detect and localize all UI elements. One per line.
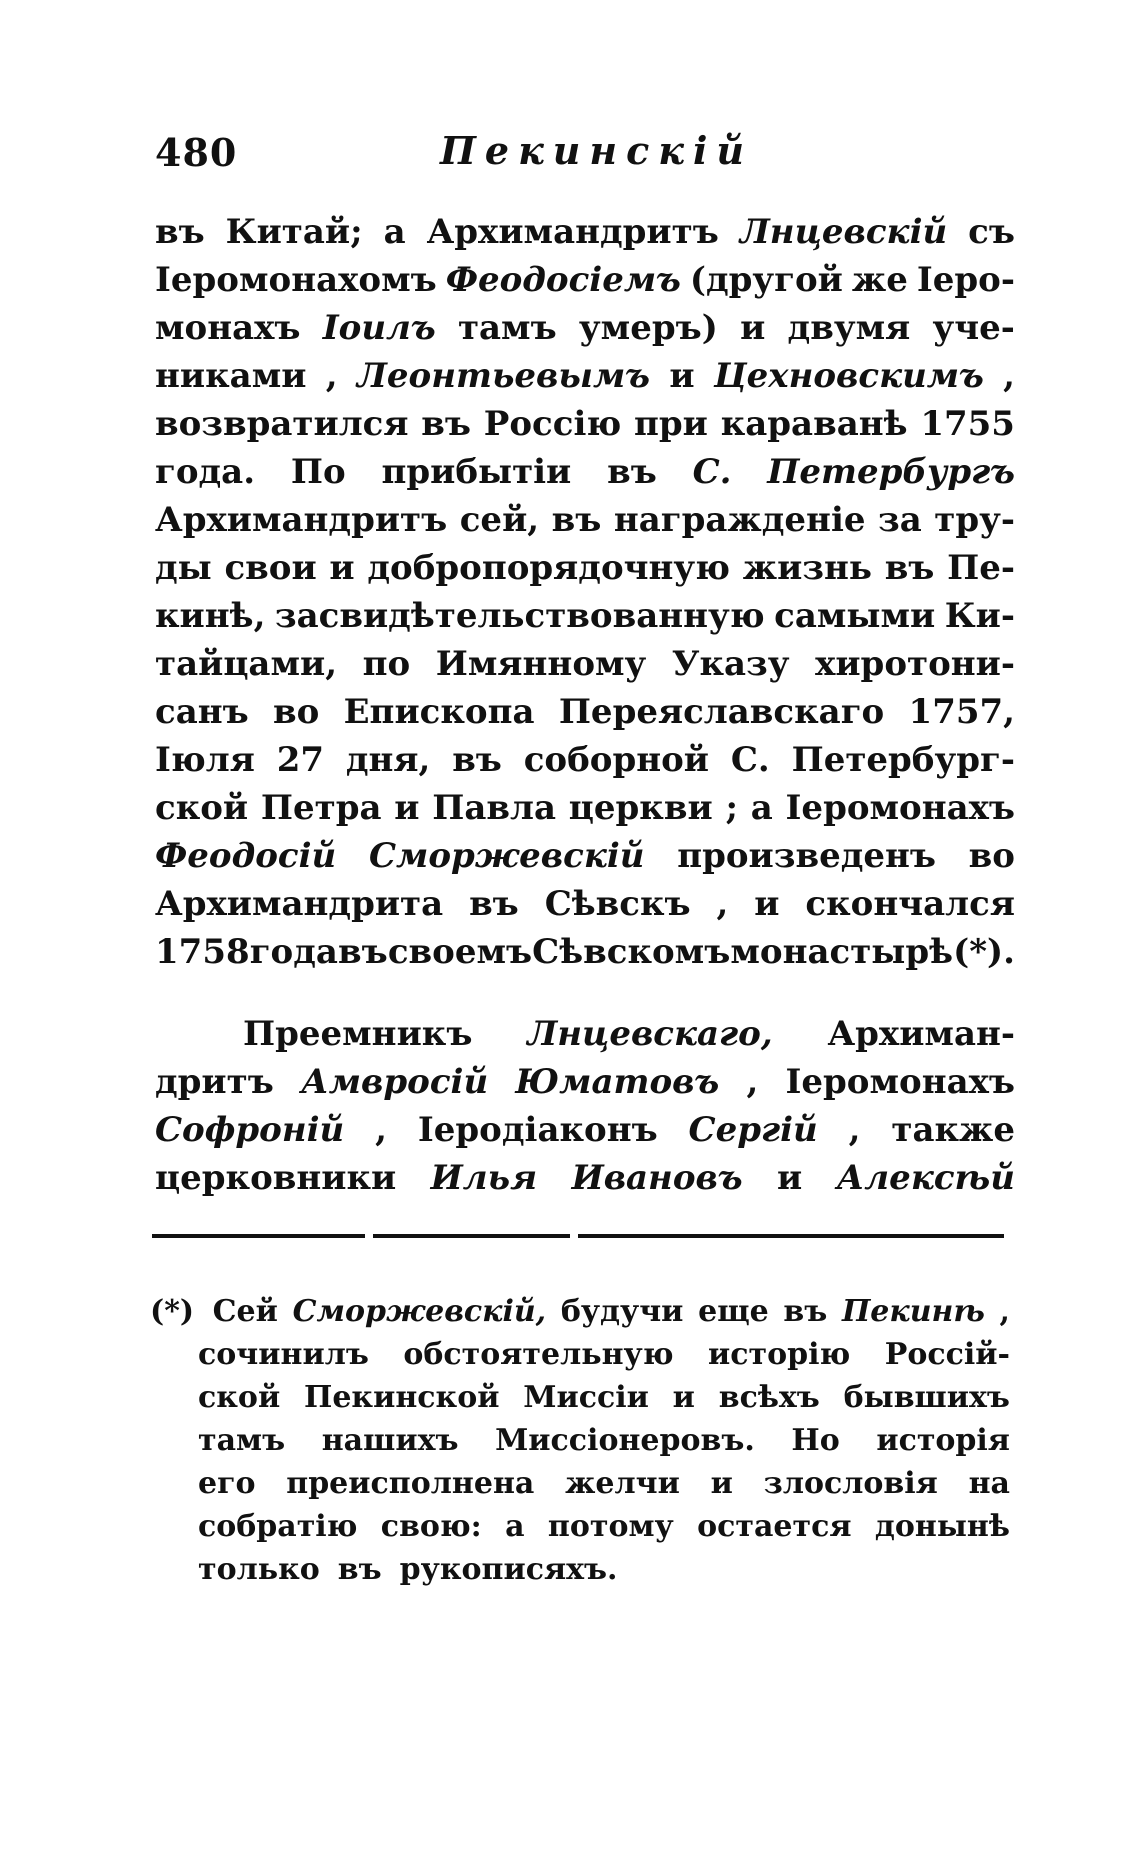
word: награжденіе	[613, 500, 866, 540]
word: дня,	[345, 740, 431, 780]
word-italic: Іоилъ	[322, 308, 436, 348]
word: церкви	[568, 788, 713, 828]
word: во	[273, 692, 320, 732]
word-italic: Сморжевскій	[368, 836, 645, 876]
word: остается	[697, 1509, 852, 1544]
word: тамъ	[198, 1423, 286, 1458]
text-line	[155, 640, 1015, 688]
word: нашихъ	[321, 1423, 459, 1458]
word: исторію	[708, 1337, 851, 1372]
word: Архиман-	[827, 1014, 1015, 1054]
word: Петра	[260, 788, 382, 828]
running-title: Пекинскій	[440, 128, 754, 173]
word: Іюля	[155, 740, 255, 780]
word: тамъ	[457, 308, 557, 348]
word: 1757,	[908, 692, 1015, 732]
word: Имянному	[435, 644, 647, 684]
word: и	[754, 884, 780, 924]
word: донынѣ	[874, 1509, 1010, 1544]
word: обстоятельную	[403, 1337, 674, 1372]
word: Ки-	[944, 596, 1015, 636]
word: Указу	[671, 644, 790, 684]
footnote-line	[150, 1419, 1010, 1462]
word: (*).	[953, 932, 1015, 972]
word: Китай;	[225, 212, 363, 252]
word: хиротони-	[815, 644, 1015, 684]
word: преисполнена	[286, 1466, 535, 1501]
word: исторія	[876, 1423, 1010, 1458]
word: при	[634, 404, 708, 444]
word: ,	[375, 1110, 387, 1150]
word: никами	[155, 356, 307, 396]
word: въ	[551, 500, 602, 540]
main-text	[155, 208, 1015, 1202]
running-head	[150, 130, 1010, 190]
word: добропорядочную	[367, 548, 731, 588]
word: Сѣвскомъ	[532, 932, 731, 972]
word: Іеромонахомъ	[155, 260, 437, 300]
word: собратію	[198, 1509, 358, 1544]
text-line	[155, 928, 1015, 976]
word: 1755	[920, 404, 1015, 444]
word-italic: Амвросій	[301, 1062, 489, 1102]
footnote-marker: (*)	[150, 1294, 195, 1329]
word-italic: Пекинѣ	[841, 1294, 985, 1329]
word: самыми	[774, 596, 936, 636]
word-italic: Петербургъ	[767, 452, 1015, 492]
footnote-line	[150, 1548, 1010, 1591]
word-italic: Илья	[430, 1158, 538, 1198]
word: въ	[155, 212, 205, 252]
word: и	[776, 1158, 803, 1198]
word: и	[394, 788, 420, 828]
word: ,	[325, 356, 338, 396]
word: Іеромонахъ	[785, 788, 1015, 828]
word: а	[505, 1509, 525, 1544]
footnote-line	[150, 1290, 1010, 1333]
word: по	[362, 644, 411, 684]
word: соборной	[523, 740, 710, 780]
word: Миссіонеровъ.	[495, 1423, 755, 1458]
word-italic: Ивановъ	[571, 1158, 743, 1198]
word: тайцами,	[155, 644, 338, 684]
separator-break	[365, 1230, 373, 1242]
word: кинѣ,	[155, 596, 266, 636]
word: въ	[783, 1294, 828, 1329]
text-line	[155, 1010, 1015, 1058]
word: Пекинской	[303, 1380, 500, 1415]
word: а	[750, 788, 773, 828]
word: церковники	[155, 1158, 397, 1198]
word: на	[968, 1466, 1010, 1501]
word: ,	[848, 1110, 861, 1150]
word: злословія	[763, 1466, 938, 1501]
word: въ	[884, 548, 935, 588]
footnote-line	[150, 1505, 1010, 1548]
word: ской	[155, 788, 249, 828]
text-line	[155, 208, 1015, 256]
word: ды	[155, 548, 212, 588]
word: дритъ	[155, 1062, 274, 1102]
word: его	[198, 1466, 256, 1501]
page-number: 480	[155, 130, 238, 175]
word: свои	[224, 548, 317, 588]
text-line	[155, 736, 1015, 784]
footnote-line	[150, 1333, 1010, 1376]
word: (другой	[689, 260, 843, 300]
word-italic: С.	[692, 452, 732, 492]
text-line	[155, 496, 1015, 544]
word: 1758	[155, 932, 250, 972]
word: Россій-	[884, 1337, 1010, 1372]
word: Іеродіаконъ	[417, 1110, 658, 1150]
text-line	[155, 352, 1015, 400]
word: ,	[716, 884, 729, 924]
footnote-separator	[152, 1234, 1004, 1238]
word: потому	[547, 1509, 674, 1544]
word: Россію	[483, 404, 622, 444]
word: Іеро-	[916, 260, 1015, 300]
word: ,	[1003, 356, 1015, 396]
word: сочинилъ	[198, 1337, 369, 1372]
word: а	[383, 212, 406, 252]
word: жизнь	[742, 548, 872, 588]
word: въ	[337, 1552, 382, 1587]
word: прибытіи	[381, 452, 572, 492]
text-line	[155, 1106, 1015, 1154]
text-line	[155, 784, 1015, 832]
word: и	[740, 308, 766, 348]
word: Павла	[432, 788, 557, 828]
word: сей,	[459, 500, 540, 540]
word: 27	[276, 740, 325, 780]
word: умеръ)	[578, 308, 718, 348]
word-italic: Софроній	[155, 1110, 345, 1150]
word-italic: Сергій	[688, 1110, 818, 1150]
word: ;	[725, 788, 738, 828]
text-line	[155, 544, 1015, 592]
word-italic: Феодосій	[155, 836, 337, 876]
word: въ	[607, 452, 657, 492]
word: уче-	[932, 308, 1015, 348]
word: скончался	[805, 884, 1015, 924]
word: монастырѣ	[730, 932, 954, 972]
word-italic: Юматовъ	[515, 1062, 720, 1102]
word: По	[290, 452, 346, 492]
word: Сѣвскъ	[544, 884, 691, 924]
word: двумя	[787, 308, 911, 348]
footnote	[150, 1290, 1010, 1591]
text-line	[155, 832, 1015, 880]
text-line	[155, 448, 1015, 496]
word: монахъ	[155, 308, 301, 348]
word: во	[968, 836, 1015, 876]
word: года	[249, 932, 338, 972]
word: съ	[968, 212, 1015, 252]
footnote-line	[150, 1376, 1010, 1419]
word-italic: Алексѣй	[836, 1158, 1015, 1198]
word: въ	[338, 932, 388, 972]
word: всѣхъ	[718, 1380, 820, 1415]
word: за	[878, 500, 922, 540]
word: ,	[999, 1294, 1010, 1329]
word: С.	[730, 740, 770, 780]
word-italic: Лнцевскаго,	[527, 1014, 773, 1054]
word: въ	[452, 740, 502, 780]
text-line	[155, 1154, 1015, 1202]
word: Петербург-	[791, 740, 1015, 780]
word: произведенъ	[677, 836, 936, 876]
word: и	[672, 1380, 695, 1415]
word-italic: Феодосіемъ	[445, 260, 681, 300]
word: Архимандритъ	[426, 212, 719, 252]
text-line	[155, 688, 1015, 736]
word: же	[851, 260, 908, 300]
word: Но	[791, 1423, 840, 1458]
text-line	[155, 304, 1015, 352]
word: бывшихъ	[843, 1380, 1010, 1415]
word: Іеромонахъ	[785, 1062, 1015, 1102]
word: засвидѣтельствованную	[274, 596, 765, 636]
word: еще	[698, 1294, 769, 1329]
word: Епископа	[343, 692, 535, 732]
word: Сей	[212, 1294, 278, 1329]
text-line	[155, 400, 1015, 448]
word: ,	[746, 1062, 759, 1102]
word: также	[891, 1110, 1015, 1150]
word-italic: Цехновскимъ	[713, 356, 984, 396]
footnote-line	[150, 1462, 1010, 1505]
word: караванѣ	[720, 404, 908, 444]
word: Пе-	[947, 548, 1015, 588]
word: возвратился	[155, 404, 409, 444]
text-line	[155, 880, 1015, 928]
word: въ	[421, 404, 472, 444]
word: и	[329, 548, 355, 588]
word: Преемникъ	[243, 1014, 473, 1054]
word: Переяславскаго	[558, 692, 885, 732]
word: въ	[469, 884, 519, 924]
word: года.	[155, 452, 256, 492]
paragraph-gap	[155, 976, 1015, 1010]
separator-break	[570, 1230, 578, 1242]
word: Миссіи	[523, 1380, 649, 1415]
word: Архимандритъ	[155, 500, 448, 540]
word: свою:	[380, 1509, 482, 1544]
word: рукописяхъ.	[399, 1552, 618, 1587]
text-line	[155, 256, 1015, 304]
word: санъ	[155, 692, 249, 732]
word-italic: Леонтьевымъ	[356, 356, 651, 396]
word: желчи	[565, 1466, 680, 1501]
word: Архимандрита	[155, 884, 444, 924]
word: будучи	[560, 1294, 684, 1329]
word: и	[710, 1466, 733, 1501]
word: своемъ	[387, 932, 533, 972]
word: и	[669, 356, 695, 396]
word: только	[198, 1552, 320, 1587]
word-italic: Лнцевскій	[739, 212, 948, 252]
word-italic: Сморжевскій,	[292, 1294, 547, 1329]
text-line	[155, 592, 1015, 640]
text-line	[155, 1058, 1015, 1106]
word: тру-	[934, 500, 1015, 540]
word: ской	[198, 1380, 281, 1415]
